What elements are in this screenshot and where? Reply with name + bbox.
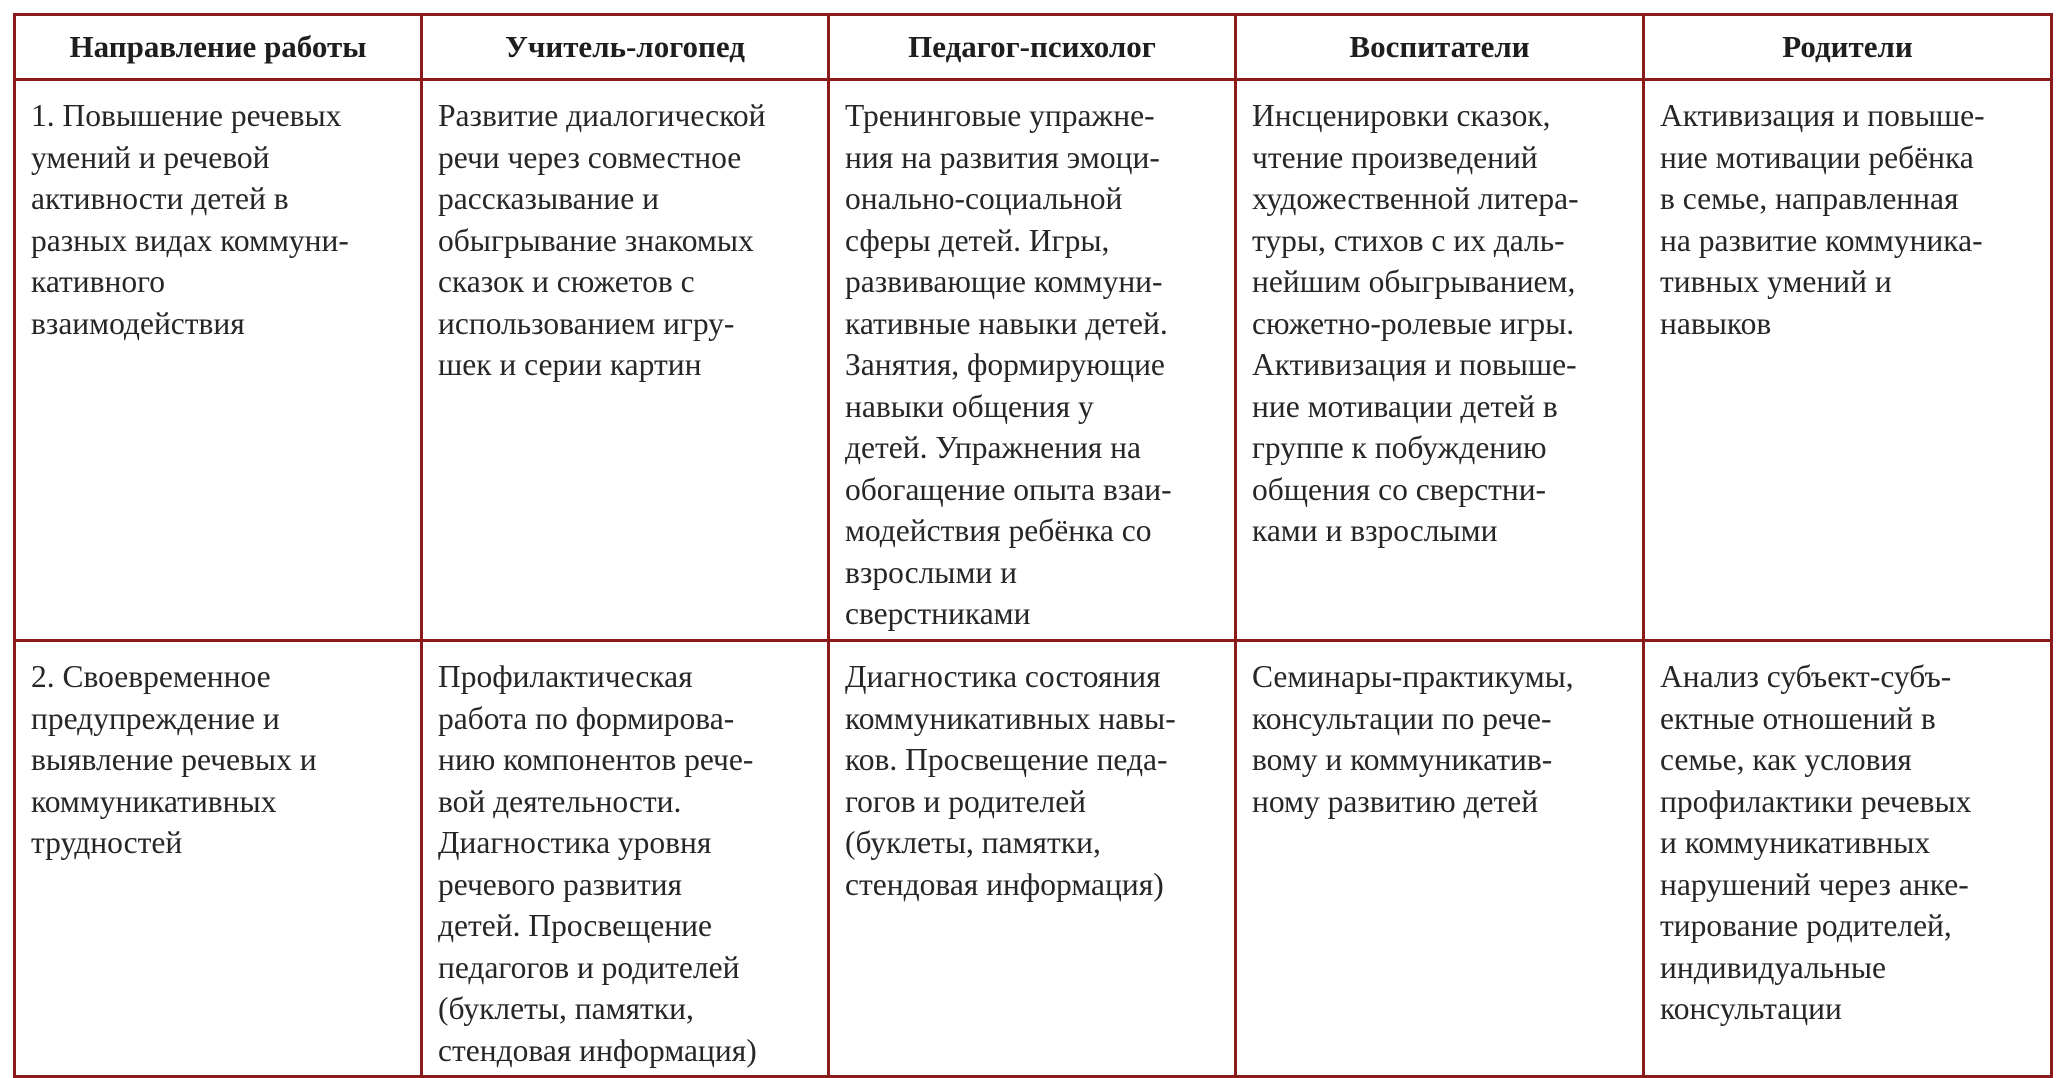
header-direction: Направление работы — [15, 15, 422, 80]
table-row — [15, 641, 2052, 1077]
cell-educators: Семинары-практикумы, консультации по рече- вому и коммуникатив- ному развитию детей — [1236, 641, 1644, 1077]
cell-psychologist: Тренинговые упражне- ния на развития эмоци- онально-социальной сферы детей. Игры, развивающие коммуни- кативные навыки детей. Занятия, формирующие навыки общения у детей. Упражнения на обогащение опыта взаи- модействия ребёнка со взрослыми и сверстниками — [829, 80, 1236, 641]
header-educators: Воспитатели — [1236, 15, 1644, 80]
work-directions-table — [13, 13, 2053, 1078]
cell-psychologist: Диагностика состояния коммуникативных навы- ков. Просвещение педа- гогов и родителей (буклеты, памятки, стендовая информация) — [829, 641, 1236, 1077]
header-parents: Родители — [1644, 15, 2052, 80]
cell-educators: Инсценировки сказок, чтение произведений художественной литера- туры, стихов с их даль- нейшим обыгрыванием, сюжетно-ролевые игры. Активизация и повыше- ние мотивации детей в группе к побуждению общения со сверстни- ками и взрослыми — [1236, 80, 1644, 641]
table-row — [15, 80, 2052, 641]
cell-parents: Анализ субъект-субъ- ектные отношений в семье, как условия профилактики речевых и коммуникативных нарушений через анке- тирование родителей, индивидуальные консультации — [1644, 641, 2052, 1077]
cell-speech-therapist: Профилактическая работа по формирова- нию компонентов рече- вой деятельности. Диагностика уровня речевого развития детей. Просвещение педагогов и родителей (буклеты, памятки, стендовая информация) — [422, 641, 829, 1077]
header-psychologist: Педагог-психолог — [829, 15, 1236, 80]
header-speech-therapist: Учитель-логопед — [422, 15, 829, 80]
cell-parents: Активизация и повыше- ние мотивации ребёнка в семье, направленная на развитие коммуника- тивных умений и навыков — [1644, 80, 2052, 641]
cell-speech-therapist: Развитие диалогической речи через совместное рассказывание и обыгрывание знакомых сказок и сюжетов с использованием игру- шек и серии картин — [422, 80, 829, 641]
cell-direction: 1. Повышение речевых умений и речевой активности детей в разных видах коммуни- кативного взаимодействия — [15, 80, 422, 641]
table-header-row — [15, 15, 2052, 80]
cell-direction: 2. Своевременное предупреждение и выявление речевых и коммуникативных трудностей — [15, 641, 422, 1077]
document-table-container — [13, 13, 2050, 1078]
